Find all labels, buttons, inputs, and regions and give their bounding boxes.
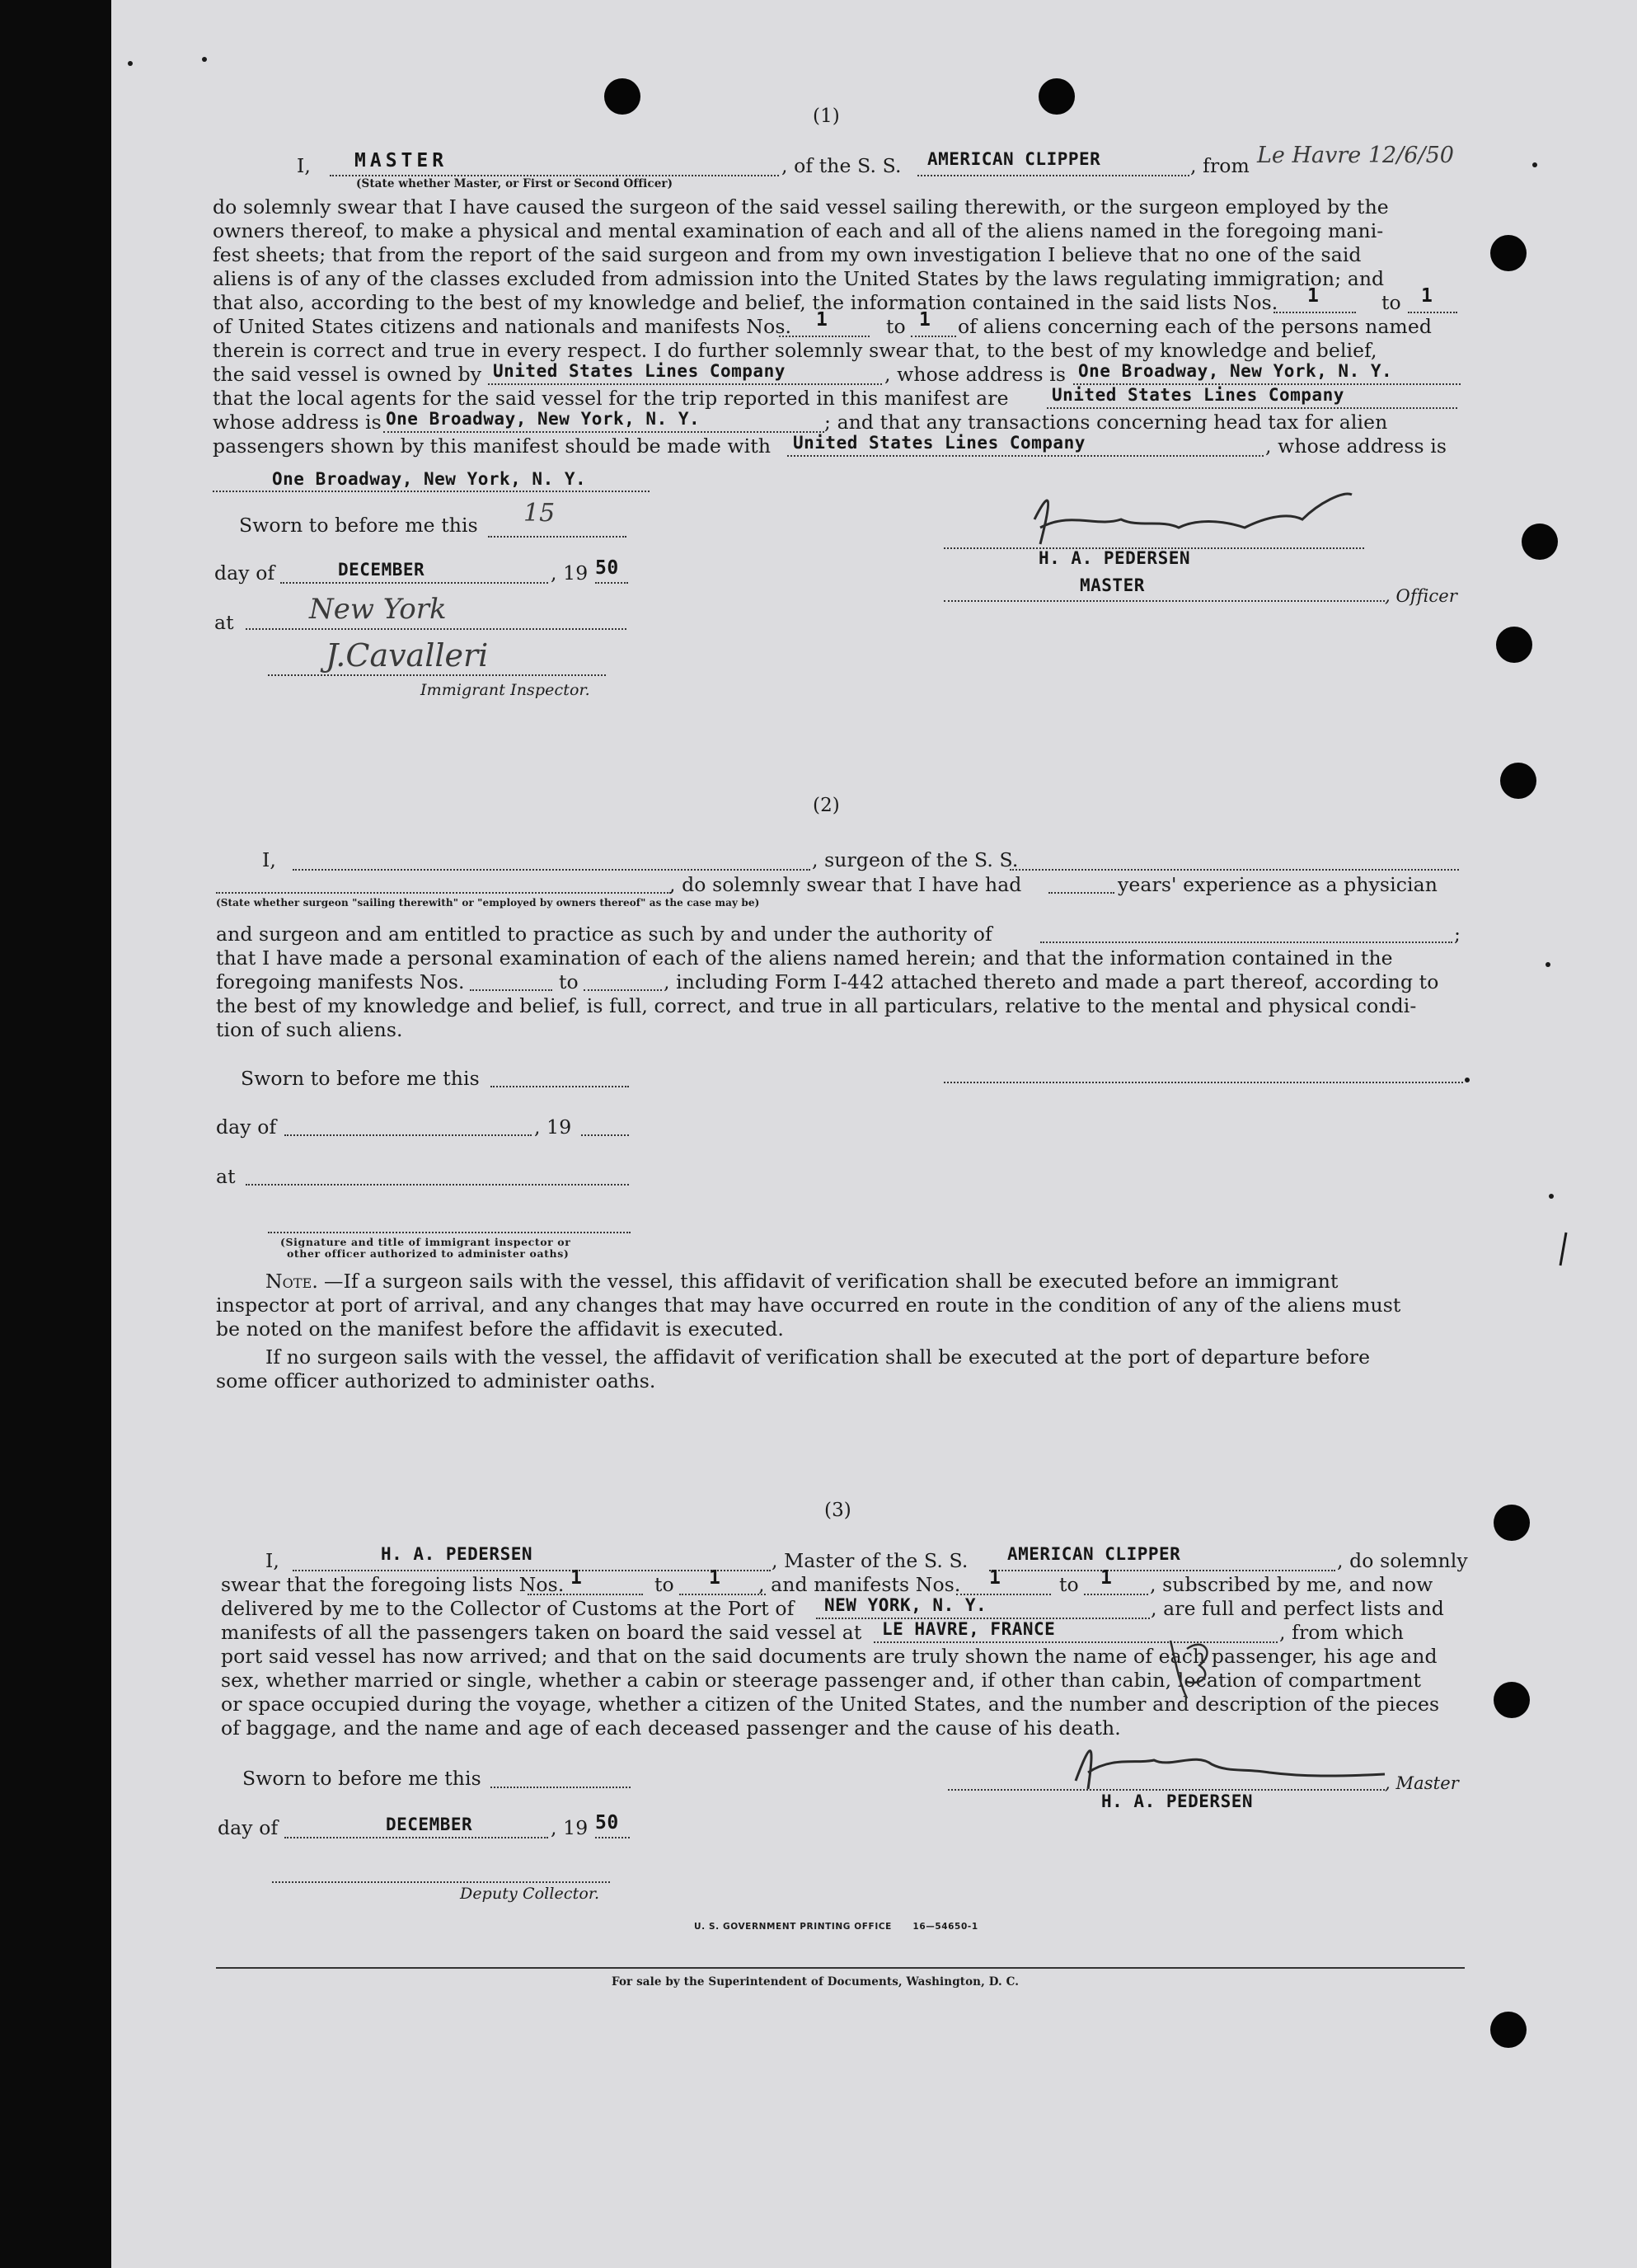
officer-line xyxy=(944,600,1385,602)
oath-line: fest sheets; that from the report of the said surgeon and from my own investigation I believe that no one of the said xyxy=(213,243,1362,266)
oath-line: and surgeon and am entitled to practice as such by and under the authority of xyxy=(216,923,992,946)
lists-from-line xyxy=(528,1594,643,1595)
to-word: to xyxy=(1381,291,1401,314)
to-word: to xyxy=(1059,1573,1079,1596)
oath-prefix: I, xyxy=(297,154,311,177)
year-prefix: , 19 xyxy=(551,1816,589,1839)
officer-rank-typed: MASTER xyxy=(1080,575,1145,595)
agent-typed: United States Lines Company xyxy=(1052,385,1344,405)
authority-line xyxy=(1040,941,1452,943)
oath-line: of United States citizens and nationals and manifests Nos. xyxy=(213,315,792,338)
oath-line: sex, whether married or single, whether a cabin or steerage passenger and, if other than cabin, location of compartment xyxy=(221,1669,1422,1692)
departure-line xyxy=(874,1641,1278,1643)
to-word: to xyxy=(654,1573,674,1596)
oath-line: manifests of all the passengers taken on board the said vessel at xyxy=(221,1621,862,1644)
collector-caption: Deputy Collector. xyxy=(460,1885,600,1903)
oath-line: swear that the foregoing lists Nos. xyxy=(221,1573,565,1596)
oath-line: , subscribed by me, and now xyxy=(1150,1573,1433,1596)
oath-line: , are full and perfect lists and xyxy=(1151,1597,1444,1620)
oath-line: to xyxy=(559,970,579,993)
manifests-from-typed: 1 xyxy=(989,1567,1001,1589)
oath-line: , Master of the S. S. xyxy=(772,1549,969,1572)
at-label: at xyxy=(214,611,234,634)
year-line xyxy=(581,1134,629,1136)
manifests-to-typed: 1 xyxy=(919,309,931,331)
sworn-label: Sworn to before me this xyxy=(241,1067,480,1090)
sworn-day-line xyxy=(490,1086,629,1087)
ship-line xyxy=(989,1570,1335,1571)
surgeon-ship-line xyxy=(1010,869,1459,871)
lists-from-typed: 1 xyxy=(570,1567,583,1589)
master-name-typed: H. A. PEDERSEN xyxy=(381,1544,533,1564)
oath-line: foregoing manifests Nos. xyxy=(216,970,465,993)
headtax-typed: United States Lines Company xyxy=(793,433,1086,453)
oath-line: aliens is of any of the classes excluded from admission into the United States by the laws regulating immigration; and xyxy=(213,267,1385,290)
oath-prefix: I, xyxy=(262,848,276,871)
year-prefix: , 19 xyxy=(551,561,589,585)
sig-caption: other officer authorized to administer oaths) xyxy=(287,1247,570,1260)
oath-line: owners thereof, to make a physical and mental examination of each and all of the aliens named in the foregoing mani- xyxy=(213,219,1384,242)
of-ss-label: , of the S. S. xyxy=(781,154,902,177)
manifests-from-line xyxy=(779,336,870,337)
oath-line: of baggage, and the name and age of each deceased passenger and the cause of his death. xyxy=(221,1716,1121,1740)
owner-typed: United States Lines Company xyxy=(493,361,786,381)
oath-line: do solemnly swear that I have caused the surgeon of the said vessel sailing therewith, or the surgeon employed by the xyxy=(213,195,1389,218)
at-label: at xyxy=(216,1165,236,1188)
at-line xyxy=(246,628,626,630)
day-of-label: day of xyxy=(218,1816,279,1839)
years-line xyxy=(1048,892,1114,894)
inspector-line xyxy=(268,674,606,676)
port-typed: NEW YORK, N. Y. xyxy=(824,1595,987,1615)
year-typed: 50 xyxy=(595,1812,619,1834)
lists-to-line xyxy=(1408,312,1457,313)
footer-rule xyxy=(216,1967,1465,1969)
note-line: some officer authorized to administer oaths. xyxy=(216,1369,656,1392)
owner-line xyxy=(488,383,882,385)
master-name-typed-bottom: H. A. PEDERSEN xyxy=(1101,1791,1254,1811)
oath-line: delivered by me to the Collector of Customs at the Port of xyxy=(221,1597,795,1620)
oath-line: , surgeon of the S. S. xyxy=(812,848,1019,871)
oath-line: , including Form I-442 attached thereto and made a part thereof, according to xyxy=(664,970,1439,993)
manifests-to-line xyxy=(584,989,662,991)
at-line xyxy=(246,1184,629,1186)
binder-hole xyxy=(1500,763,1536,799)
agent-line xyxy=(1047,407,1457,409)
note-line: be noted on the manifest before the affidavit is executed. xyxy=(216,1317,784,1341)
inspector-signature-line xyxy=(268,1232,631,1233)
manifests-from-typed: 1 xyxy=(816,309,828,331)
manifests-to-typed: 1 xyxy=(1100,1567,1113,1589)
agent-address-line xyxy=(383,431,824,433)
section-number: (3) xyxy=(824,1500,851,1521)
note-line: inspector at port of arrival, and any changes that may have occurred en route in the condition of any of the aliens must xyxy=(216,1294,1401,1317)
sworn-day-hand: 15 xyxy=(523,499,556,528)
ship-typed: AMERICAN CLIPPER xyxy=(927,149,1101,169)
oath-line: tion of such aliens. xyxy=(216,1018,403,1041)
for-sale-note: For sale by the Superintendent of Documents, Washington, D. C. xyxy=(612,1975,1020,1989)
rank-caption: (State whether Master, or First or Second Officer) xyxy=(356,177,673,190)
oath-line: passengers shown by this manifest should be made with xyxy=(213,434,772,458)
oath-line: that the local agents for the said vessel for the trip reported in this manifest are xyxy=(213,387,1009,410)
inspector-caption: Immigrant Inspector. xyxy=(420,681,590,699)
from-handwritten: Le Havre 12/6/50 xyxy=(1257,143,1454,168)
month-line xyxy=(284,1134,532,1136)
oath-line: that also, according to the best of my knowledge and belief, the information contained in the said lists Nos. xyxy=(213,291,1278,314)
year-line xyxy=(595,1837,630,1838)
oath-line: or space occupied during the voyage, whether a citizen of the United States, and the number and description of the pieces xyxy=(221,1693,1440,1716)
month-typed: DECEMBER xyxy=(338,560,425,580)
oath-line: , from which xyxy=(1279,1621,1405,1644)
oath-line: , whose address is xyxy=(1265,434,1447,458)
manifests-to-line xyxy=(911,336,956,337)
surgeon-type-line xyxy=(216,892,671,894)
year-typed: 50 xyxy=(595,557,619,579)
officer-caption: , Officer xyxy=(1385,586,1457,606)
oath-line: the best of my knowledge and belief, is full, correct, and true in all particulars, relative to the mental and physical condi- xyxy=(216,994,1417,1017)
oath-line: , whose address is xyxy=(884,363,1066,386)
binder-hole xyxy=(1496,627,1532,663)
year-prefix: , 19 xyxy=(534,1115,572,1139)
day-of-label: day of xyxy=(216,1115,277,1139)
oath-line: the said vessel is owned by xyxy=(213,363,482,386)
rank-typed: MASTER xyxy=(354,150,448,171)
binder-hole xyxy=(1494,1505,1530,1541)
oath-line: therein is correct and true in every respect. I do further solemnly swear that, to the best of my knowledge and belief, xyxy=(213,339,1377,362)
ship-line xyxy=(917,175,1189,176)
sworn-day-line xyxy=(490,1787,631,1788)
lists-to-typed: 1 xyxy=(1421,285,1433,307)
month-typed: DECEMBER xyxy=(386,1815,473,1834)
binder-hole xyxy=(1490,235,1527,271)
day-of-label: day of xyxy=(214,561,275,585)
to-word: to xyxy=(886,315,906,338)
at-hand: New York xyxy=(309,593,447,626)
oath-line: ; xyxy=(1454,923,1461,946)
departure-typed: LE HAVRE, FRANCE xyxy=(882,1619,1056,1639)
agent-address-typed: One Broadway, New York, N. Y. xyxy=(386,409,701,429)
oath-line: whose address is xyxy=(213,411,382,434)
headtax-line xyxy=(787,455,1264,457)
manifests-to-line xyxy=(1084,1594,1148,1595)
oath-line: port said vessel has now arrived; and that on the said documents are truly shown the name of each passenger, his age and xyxy=(221,1645,1438,1668)
binder-hole xyxy=(1039,78,1075,115)
oath-line: , and manifests Nos. xyxy=(758,1573,961,1596)
surgeon-name-line xyxy=(293,869,810,871)
section-number: (1) xyxy=(813,106,840,127)
note-line: —If a surgeon sails with the vessel, this affidavit of verification shall be executed before an immigrant xyxy=(324,1270,1339,1293)
month-line xyxy=(284,1837,548,1838)
oath-line: , do solemnly xyxy=(1337,1549,1468,1572)
lists-from-line xyxy=(1273,312,1356,313)
oath-line: that I have made a personal examination of each of the aliens named herein; and that the information contained in the xyxy=(216,946,1393,970)
lists-to-typed: 1 xyxy=(709,1567,721,1589)
surgeon-caption: (State whether surgeon "sailing therewith" or "employed by owners thereof" as the case may be) xyxy=(216,897,760,909)
month-line xyxy=(280,582,548,584)
sworn-day-line xyxy=(488,536,626,538)
margin-marks xyxy=(0,0,1,1)
inspector-signature: J.Cavalleri xyxy=(326,637,489,674)
oath-line: , do solemnly swear that I have had xyxy=(669,873,1022,896)
oath-line: ; and that any transactions concerning head tax for alien xyxy=(824,411,1388,434)
sworn-label: Sworn to before me this xyxy=(242,1767,481,1790)
year-line xyxy=(595,582,628,584)
sworn-label: Sworn to before me this xyxy=(239,514,478,537)
owner-address-typed: One Broadway, New York, N. Y. xyxy=(1078,361,1393,381)
binder-hole xyxy=(1490,2012,1527,2048)
surgeon-signature-line xyxy=(944,1082,1463,1083)
lists-to-line xyxy=(679,1594,766,1595)
master-caption: , Master xyxy=(1385,1773,1459,1793)
headtax-address-line xyxy=(213,491,650,492)
from-label: , from xyxy=(1190,154,1250,177)
oath-line: years' experience as a physician xyxy=(1118,873,1438,896)
printing-office: U. S. GOVERNMENT PRINTING OFFICE 16—54650-1 xyxy=(694,1922,978,1932)
note-label: Note. xyxy=(265,1270,319,1293)
manifests-from-line xyxy=(470,989,552,991)
officer-name-typed: H. A. PEDERSEN xyxy=(1039,548,1191,568)
binder-hole xyxy=(1522,524,1558,560)
sig-caption: (Signature and title of immigrant inspector or xyxy=(280,1236,571,1248)
section-number: (2) xyxy=(813,795,840,816)
oath-prefix: I, xyxy=(265,1549,279,1572)
ship-typed: AMERICAN CLIPPER xyxy=(1007,1544,1181,1564)
binder-hole xyxy=(1494,1682,1530,1718)
oath-line: of aliens concerning each of the persons named xyxy=(958,315,1432,338)
master-name-line xyxy=(293,1570,771,1571)
headtax-address-typed: One Broadway, New York, N. Y. xyxy=(272,469,587,489)
note-line: If no surgeon sails with the vessel, the affidavit of verification shall be executed at the port of departure before xyxy=(265,1345,1371,1369)
lists-from-typed: 1 xyxy=(1307,285,1320,307)
binder-hole xyxy=(604,78,640,115)
